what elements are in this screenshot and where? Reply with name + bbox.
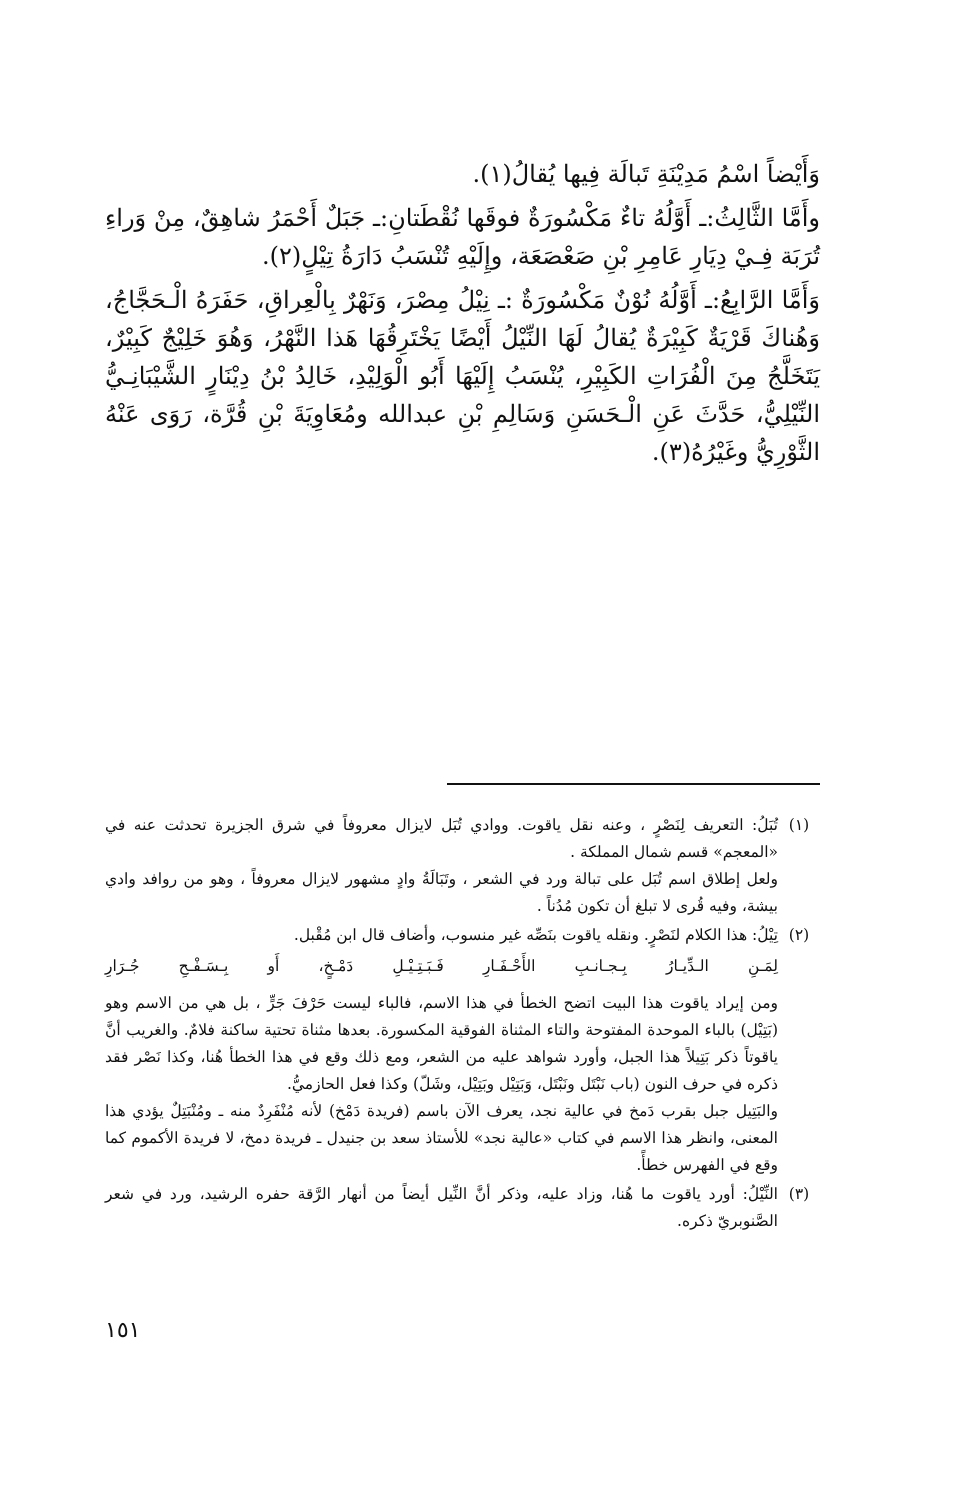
footnote-1 (105, 812, 820, 920)
footnotes (105, 812, 820, 1237)
footnote-text: تُبَلُ: التعريف لِنَصْرٍ ، وعنه نقل ياقوت. ووادي تُبَل لايزال معروفاً في شرق الجزيرة تحدثت عنه في «المعجم» قسم شمال المملكة . (105, 816, 778, 861)
paragraph-3: وَأَمَّا الرَّابِعُ:ـ أَوَّلُهُ نُوْنٌ مَكْسُورَةٌ :ـ نِيْلُ مِصْرَ، وَنَهْرٌ بِالْعِراقِ، حَفَرَهُ الْـحَجَّاجُ، وَهُناكَ قَرْيَةٌ كَبِيْرَةٌ يُقالُ لَهَا النِّيْلُ أَيْضًا يَخْتَرِقُهَا هَذا النَّهْرُ، وَهُوَ خَلِيْجٌ كَبِيْرٌ، يَتَخَلَّجُ مِنَ الْفُرَاتِ الكَبِيْرِ، يُنْسَبُ إِلَيْهَا أَبُو الْوَلِيْدِ، خَالِدُ بْنُ دِيْنَارٍ الشَّيْبَانِـيُّ النِّيْلِيُّ، حَدَّثَ عَنِ الْـحَسَنِ وَسَالِمِ بْنِ عبدالله ومُعَاوِيَةَ بْنِ قُرَّة، رَوَى عَنْهُ الثَّوْرِيُّ وغَيْرُهُ(٣). (105, 286, 820, 466)
footnote-body (105, 812, 778, 920)
footnote-text: ومن إيراد ياقوت هذا البيت اتضح الخطأ في هذا الاسم، فالباء ليست حَرْفَ جَرٍّ ، بل هي من الاسم وهو (بَتِيْل) بالباء الموحدة المفتوحة والتاء المثناة الفوقية المكسورة. بعدها مثناة تحتية ساكنة فلامٌ. والغريب أنَّ ياقوتاً ذكر بَتِيلاً هذا الجبل، وأورد شواهد عليه من الشعر، ومع ذلك وقع في هذا الخطأ هُنا، وكذا نَصْر فقد ذكره في حرف النون (باب نَبْتَل ونَبْتَل، وَبَتِيْل وبَتِيْل، وشَلّ) وكذا فعل الحازميُّ. (105, 994, 778, 1093)
footnote-text: ولعل إطلاق اسم تُبَل على تبالة ورد في الشعر ، وتَبَالَةُ وادٍ مشهور لايزال معروفاً ، وهو من روافد وادي بيشة، وفيه قُرى لا تبلغ أن تكون مُدُناً . (105, 870, 778, 915)
footnote-text: والبَتِيل جبل بقرب دَمخ في عالية نجد، يعرف الآن باسم (فريدة دَمْخ) لأنه مُنْفَرِدٌ منه ـ ومُنْبَتِلٌ يؤدي هذا المعنى، وانظر هذا الاسم في كتاب «عالية نجد» للأستاذ سعد بن جنيدل ـ فريدة دمخ، لا فريدة الأكموم كما وقع في الفهرس خطأً. (105, 1102, 778, 1174)
footnote-number: (٣) (788, 1185, 810, 1203)
footnote-separator (447, 783, 820, 785)
footnote-body (105, 922, 778, 1179)
footnote-text: النِّيْلُ: أورد ياقوت ما هُنا، وزاد عليه، وذكر أنَّ النِّيل أيضاً من أنهار الرَّقة حفره الرشيد، ورد في شعر الصَّنوبريّ ذكره. (105, 1185, 778, 1230)
paragraph-2: وأَمَّا الثَّالِثُ:ـ أَوَّلُهُ تاءٌ مَكْسُورَةٌ فوقَها نُقْطَتانِ:ـ جَبَلٌ أَحْمَرُ شاهِقٌ، مِنْ وَراءِ تُرَبَة فِـيْ دِيَارِ عَامِرِ بْنِ صَعْصَعَة، وإِلَيْهِ تُنْسَبُ دَارَةُ تِيْلٍ(٢). (105, 204, 820, 270)
footnote-2 (105, 922, 820, 1179)
footnote-number: (١) (788, 816, 810, 834)
paragraph-1: وَأَيْضاً اسْمُ مَدِيْنَةِ تَبالَة فِيها يُقالُ(١). (472, 160, 820, 188)
footnote-3 (105, 1181, 820, 1235)
footnote-number: (٢) (788, 926, 810, 944)
footnote-body (105, 1181, 778, 1235)
poetry-verse: لِمَـنِ الـدِّيـارُ بِـجـانـبِ الأَحْـفَـارِ فَـبَـتِـيْـلِ دَمْـخٍ، أَو بِـسَـفْـحِ جُـرَارِ (105, 957, 778, 975)
main-text (105, 155, 820, 477)
page-number: ١٥١ (105, 1318, 141, 1343)
footnote-text: تِيْلُ: هذا الكلام لنَصْرٍ. ونقله ياقوت بنَصِّه غير منسوب، وأضاف قال ابن مُقْبل. (293, 926, 778, 944)
